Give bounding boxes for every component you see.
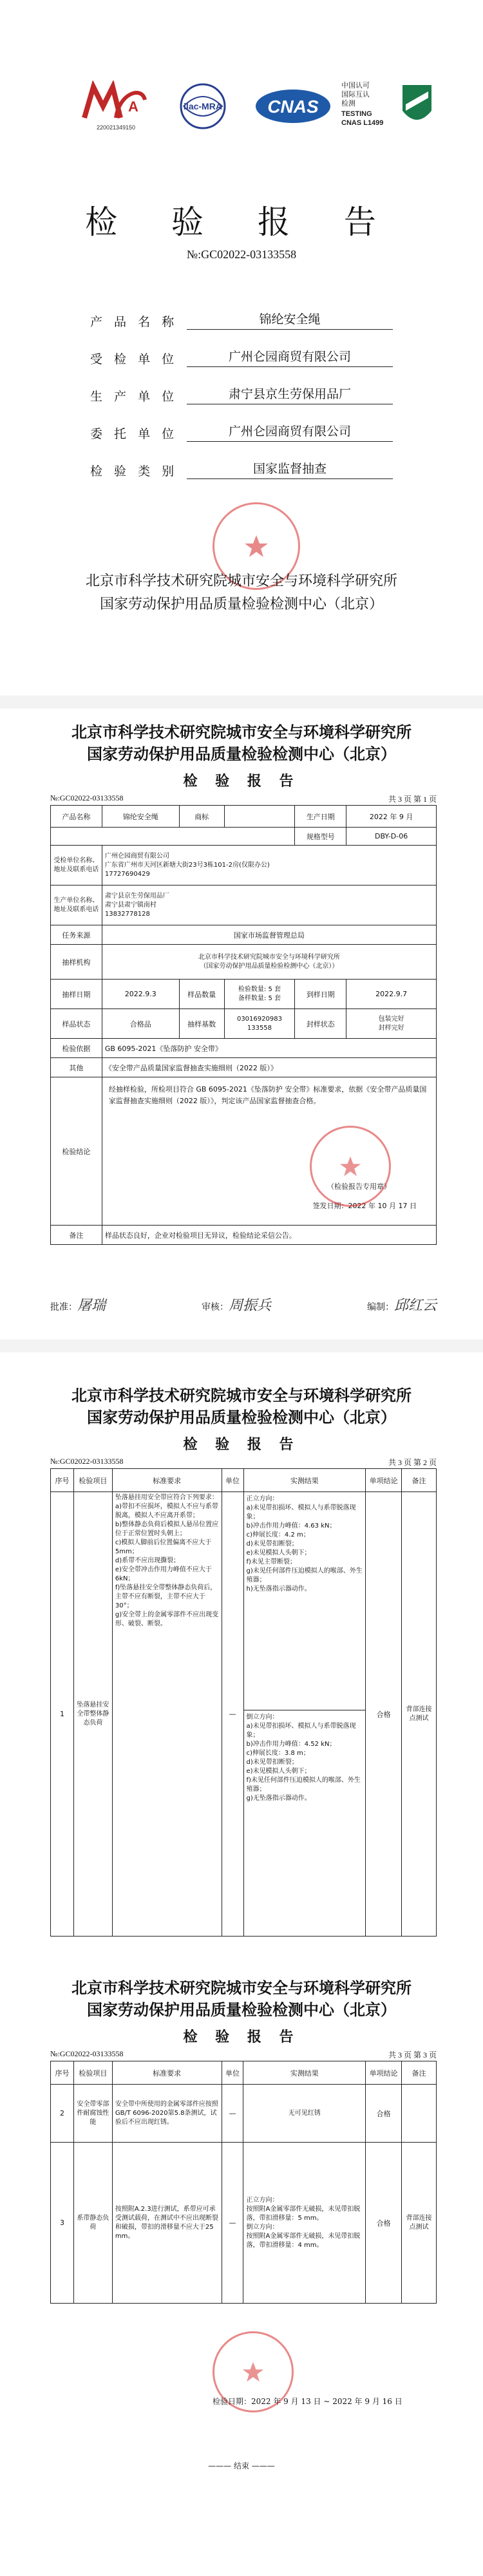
institute-header-line2: 国家劳动保护用品质量检验检测中心（北京） xyxy=(87,745,396,763)
row-remark: 背部连接点测试 xyxy=(402,2143,437,2304)
results-table xyxy=(50,2061,437,2304)
product-value: 锦纶安全绳 xyxy=(102,806,179,828)
cover-value: 肃宁县京生劳保用品厂 xyxy=(187,384,393,404)
page-separator xyxy=(0,696,483,708)
reviewer-signature: 周振兵 xyxy=(228,1298,271,1314)
editor xyxy=(367,1294,437,1314)
cover-row-inspected xyxy=(90,340,393,367)
row-unit: — xyxy=(222,1492,243,1937)
svg-text:220021349150: 220021349150 xyxy=(96,124,136,131)
cover-label: 产 品 名 称 xyxy=(90,315,178,329)
other-value: 《安全带产品质量国家监督抽查实施细则（2022 版）》 xyxy=(102,1058,436,1077)
table-row xyxy=(51,2143,437,2304)
institute-header-line1: 北京市科学技术研究院城市安全与环境科学研究所 xyxy=(71,1387,412,1405)
row-requirement: 按照附A.2.3进行测试，系带应可承受测试载荷，在测试中不应出现断裂和破损，带扣的滑移量不应大于25 mm。 xyxy=(112,2143,222,2304)
row-requirement: 坠落悬挂用安全带应符合下列要求： a)带扣不应损坏，模拟人不应与系带脱离，模拟人不应离开系带； b)整体静态负荷后模拟人悬吊位置应位于正常位置时头朝上； c)模拟人脚前后位置偏离不应大于5mm； d)系带不应出现撕裂； e)安全带冲击作用力峰值不应大于6kN； f)坠落悬挂安全带整体静态负荷后，主带不应有断裂，主带不应大于30°； g)安全带上的金属零部件不应出现变形、破裂、断裂。 xyxy=(112,1492,222,1937)
col-verdict: 单项结论 xyxy=(366,1469,402,1492)
ilac-mra-logo xyxy=(167,77,238,135)
cover-value: 国家监督抽查 xyxy=(187,459,393,479)
production-date-label: 生产日期 xyxy=(295,806,346,828)
row-seq: 3 xyxy=(51,2143,74,2304)
product-label: 产品名称 xyxy=(51,806,102,828)
row-item: 安全带零部件耐腐蚀性能 xyxy=(73,2085,112,2143)
sample-qty-value: 检验数量: 5 套 备样数量: 5 套 xyxy=(224,980,295,1009)
report-meta xyxy=(50,2049,437,2060)
production-date-value: 2022 年 9 月 xyxy=(346,806,437,828)
report-title: 检 验 报 告 xyxy=(183,1437,300,1453)
other-label: 其他 xyxy=(51,1058,102,1077)
approver xyxy=(50,1294,106,1314)
cover-label: 检 验 类 别 xyxy=(90,464,178,478)
page-indicator: 共 3 页 第 2 页 xyxy=(388,1458,437,1467)
conclusion-label: 检验结论 xyxy=(51,1077,102,1226)
cover-title: 检 验 报 告 xyxy=(85,204,398,241)
cover-row-product xyxy=(90,303,393,330)
sampling-base-value: 03016920983 133558 xyxy=(224,1009,295,1039)
sample-status-value: 合格品 xyxy=(102,1009,179,1039)
table-row xyxy=(51,2085,437,2143)
sample-status-label: 样品状态 xyxy=(51,1009,102,1039)
approver-signature: 屠瑞 xyxy=(77,1298,106,1314)
col-seq: 序号 xyxy=(51,2061,74,2085)
sample-date-value: 2022.9.3 xyxy=(102,980,179,1009)
results-table xyxy=(50,1468,437,1937)
institute-header-line2: 国家劳动保护用品质量检验检测中心（北京） xyxy=(87,2001,396,2019)
cover-row-maker xyxy=(90,377,393,404)
row-verdict: 合格 xyxy=(366,1492,402,1937)
remark-value: 样品状态良好，企业对检验项目无异议，检验结论采信公告。 xyxy=(102,1226,436,1245)
svg-text:TESTING: TESTING xyxy=(341,110,372,118)
inspection-period: 检验日期：2022 年 9 月 13 日 ~ 2022 年 9 月 16 日 xyxy=(213,2397,402,2406)
report-page-3 xyxy=(0,1971,483,2576)
page-separator xyxy=(0,1340,483,1352)
report-meta xyxy=(50,793,437,804)
cover-label: 受 检 单 位 xyxy=(90,352,178,366)
report-page-1 xyxy=(0,721,483,1320)
col-requirement: 标准要求 xyxy=(112,2061,222,2085)
task-source-value: 国家市场监督管理总局 xyxy=(102,925,436,945)
seal-status-label: 封样状态 xyxy=(295,1009,346,1039)
institute-header-line1: 北京市科学技术研究院城市安全与环境科学研究所 xyxy=(71,723,412,741)
cma-logo xyxy=(77,77,155,135)
row-item: 系带静态负荷 xyxy=(73,2143,112,2304)
task-source-label: 任务来源 xyxy=(51,925,102,945)
remark-label: 备注 xyxy=(51,1226,102,1245)
page-indicator: 共 3 页 第 1 页 xyxy=(388,795,437,804)
sample-date-label: 抽样日期 xyxy=(51,980,102,1009)
cover-institute-line1: 北京市科学技术研究院城市安全与环境科学研究所 xyxy=(85,573,397,589)
col-result: 实测结果 xyxy=(243,1469,366,1492)
page-indicator: 共 3 页 第 3 页 xyxy=(388,2050,437,2060)
institute-header-line2: 国家劳动保护用品质量检验检测中心（北京） xyxy=(87,1408,396,1426)
standard-label: 检验依据 xyxy=(51,1039,102,1058)
col-unit: 单位 xyxy=(222,2061,243,2085)
cover-page xyxy=(0,0,483,670)
cover-value: 广州仑园商贸有限公司 xyxy=(187,422,393,442)
report-title: 检 验 报 告 xyxy=(183,773,300,790)
report-page-2 xyxy=(0,1385,483,1964)
sign-date: 签发日期：2022 年 10 月 17 日 xyxy=(312,1202,417,1210)
cover-row-category xyxy=(90,452,393,479)
col-verdict: 单项结论 xyxy=(366,2061,402,2085)
model-label: 规格型号 xyxy=(295,828,346,846)
cover-label: 委 托 单 位 xyxy=(90,427,178,441)
cnas-logo xyxy=(251,77,335,135)
row-seq: 2 xyxy=(51,2085,74,2143)
maker-unit-value: 肃宁县京生劳保用品厂 肃宁县肃宁镇南村 13832778128 xyxy=(102,886,436,925)
inspection-seal-stamp xyxy=(310,1126,391,1207)
cover-value: 锦纶安全绳 xyxy=(187,310,393,330)
seal-caption: （检验报告专用章） xyxy=(327,1182,391,1191)
reviewer-label: 审核： xyxy=(201,1302,229,1312)
approver-label: 批准： xyxy=(50,1302,77,1312)
report-meta xyxy=(50,1457,437,1468)
row-result: 正立方向： 按照附A金属零部件无破损，未见带扣脱落，带扣滑移量：5 mm。 倒立方向： 按照附A金属零部件无破损，未见带扣脱落，带扣滑移量：4 mm。 xyxy=(243,2143,366,2304)
sample-qty-label: 样品数量 xyxy=(179,980,224,1009)
editor-label: 编制： xyxy=(366,1302,394,1312)
maker-unit-label: 生产单位名称、地址及联系电话 xyxy=(51,886,102,925)
cnas-testing-logo xyxy=(341,77,438,135)
reviewer xyxy=(202,1294,271,1314)
report-info-table xyxy=(50,805,437,1245)
row-verdict: 合格 xyxy=(366,2085,402,2143)
cover-institute-line2: 国家劳动保护用品质量检验检测中心（北京） xyxy=(99,596,383,612)
sampler-label: 抽样机构 xyxy=(51,945,102,980)
row-seq: 1 xyxy=(51,1492,74,1937)
standard-value: GB 6095-2021《坠落防护 安全带》 xyxy=(102,1039,436,1058)
institute-header-line1: 北京市科学技术研究院城市安全与环境科学研究所 xyxy=(71,1979,412,1997)
svg-text:中国认可: 中国认可 xyxy=(341,81,370,90)
svg-text:A: A xyxy=(128,99,138,115)
row-result: 无可见红锈 xyxy=(243,2085,366,2143)
report-number: №:GC02022-03133558 xyxy=(50,1457,124,1466)
seal-status-value: 包装完好 封样完好 xyxy=(346,1009,437,1039)
cover-report-number: №:GC02022-03133558 xyxy=(186,248,297,261)
col-seq: 序号 xyxy=(51,1469,74,1492)
col-remark: 备注 xyxy=(402,2061,437,2085)
row-unit: — xyxy=(222,2143,243,2304)
report-number: №:GC02022-03133558 xyxy=(50,2049,124,2058)
table-row xyxy=(51,1492,437,1937)
row-remark xyxy=(402,2085,437,2143)
arrival-date-value: 2022.9.7 xyxy=(346,980,437,1009)
result-upright: 正立方向： a)未见带扣损坏、模拟人与系带脱落现象； b)冲击作用力峰值：4.63 kN； c)伸展长度：4.2 m； d)未见带扣断裂； e)未见模拟人头朝下； f)未见主带断裂； g)未见任何部件压迫模拟人的喉部、外生殖器； h)无坠落指示器动作。 xyxy=(244,1492,366,1710)
accreditation-logos xyxy=(77,77,438,135)
conclusion-text: 经抽样检验，所检项目符合 GB 6095-2021《坠落防护 安全带》标准要求，依据《安全带产品质量国家监督抽查实施细则（2022 版）》，判定该产品国家监督抽查合格。 xyxy=(108,1085,427,1105)
result-inverted: 倒立方向： a)未见带扣损坏、模拟人与系带脱落现象； b)冲击作用力峰值：4.52 kN； c)伸展长度：3.8 m； d)未见带扣断裂； e)未见模拟人头朝下； f)未见任何部件压迫模拟人的喉部、外生殖器； g)无坠落指示器动作。 xyxy=(246,1714,361,1802)
row-item: 坠落悬挂安全带整体静态负荷 xyxy=(73,1492,112,1937)
col-unit: 单位 xyxy=(222,1469,243,1492)
svg-text:检测: 检测 xyxy=(341,99,355,108)
col-requirement: 标准要求 xyxy=(112,1469,222,1492)
row-remark: 背部连接点测试 xyxy=(402,1492,437,1937)
sampler-value: 北京市科学技术研究院城市安全与环境科学研究所 （国家劳动保护用品质量检验检测中心（北京）） xyxy=(102,945,436,980)
row-result xyxy=(243,1492,366,1937)
arrival-date-label: 到样日期 xyxy=(295,980,346,1009)
svg-text:CNAS L1499: CNAS L1499 xyxy=(341,119,384,127)
col-result: 实测结果 xyxy=(243,2061,366,2085)
report-title: 检 验 报 告 xyxy=(183,2029,300,2045)
sampling-base-label: 抽样基数 xyxy=(179,1009,224,1039)
row-unit: — xyxy=(222,2085,243,2143)
editor-signature: 邱红云 xyxy=(393,1298,437,1314)
col-item: 检验项目 xyxy=(73,2061,112,2085)
signatures xyxy=(50,1294,437,1314)
svg-text:CNAS: CNAS xyxy=(267,97,319,117)
model-value: DBY-D-06 xyxy=(346,828,437,846)
cover-value: 广州仑园商贸有限公司 xyxy=(187,347,393,367)
col-remark: 备注 xyxy=(402,1469,437,1492)
inspected-unit-value: 广州仑园商贸有限公司 广东省广州市天河区新塘大街23号3栋101-2房(仅限办公) 17727690429 xyxy=(102,846,436,886)
brand-value xyxy=(224,806,295,828)
report-number: №:GC02022-03133558 xyxy=(50,793,124,802)
end-marker: ——— 结束 ——— xyxy=(208,2461,275,2470)
row-verdict: 合格 xyxy=(366,2143,402,2304)
cover-label: 生 产 单 位 xyxy=(90,390,178,404)
brand-label: 商标 xyxy=(179,806,224,828)
col-item: 检验项目 xyxy=(73,1469,112,1492)
row-requirement: 安全带中所使用的金属零部件应按照GB/T 6096-2020第5.8条测试，试验后不应出现红锈。 xyxy=(112,2085,222,2143)
cover-institute xyxy=(0,570,483,616)
cover-row-client xyxy=(90,415,393,442)
svg-text:ilac-MRA: ilac-MRA xyxy=(184,101,222,111)
inspected-unit-label: 受检单位名称、地址及联系电话 xyxy=(51,846,102,886)
cover-info-table xyxy=(90,303,393,489)
svg-text:国际互认: 国际互认 xyxy=(341,90,370,99)
conclusion-cell xyxy=(102,1077,436,1226)
